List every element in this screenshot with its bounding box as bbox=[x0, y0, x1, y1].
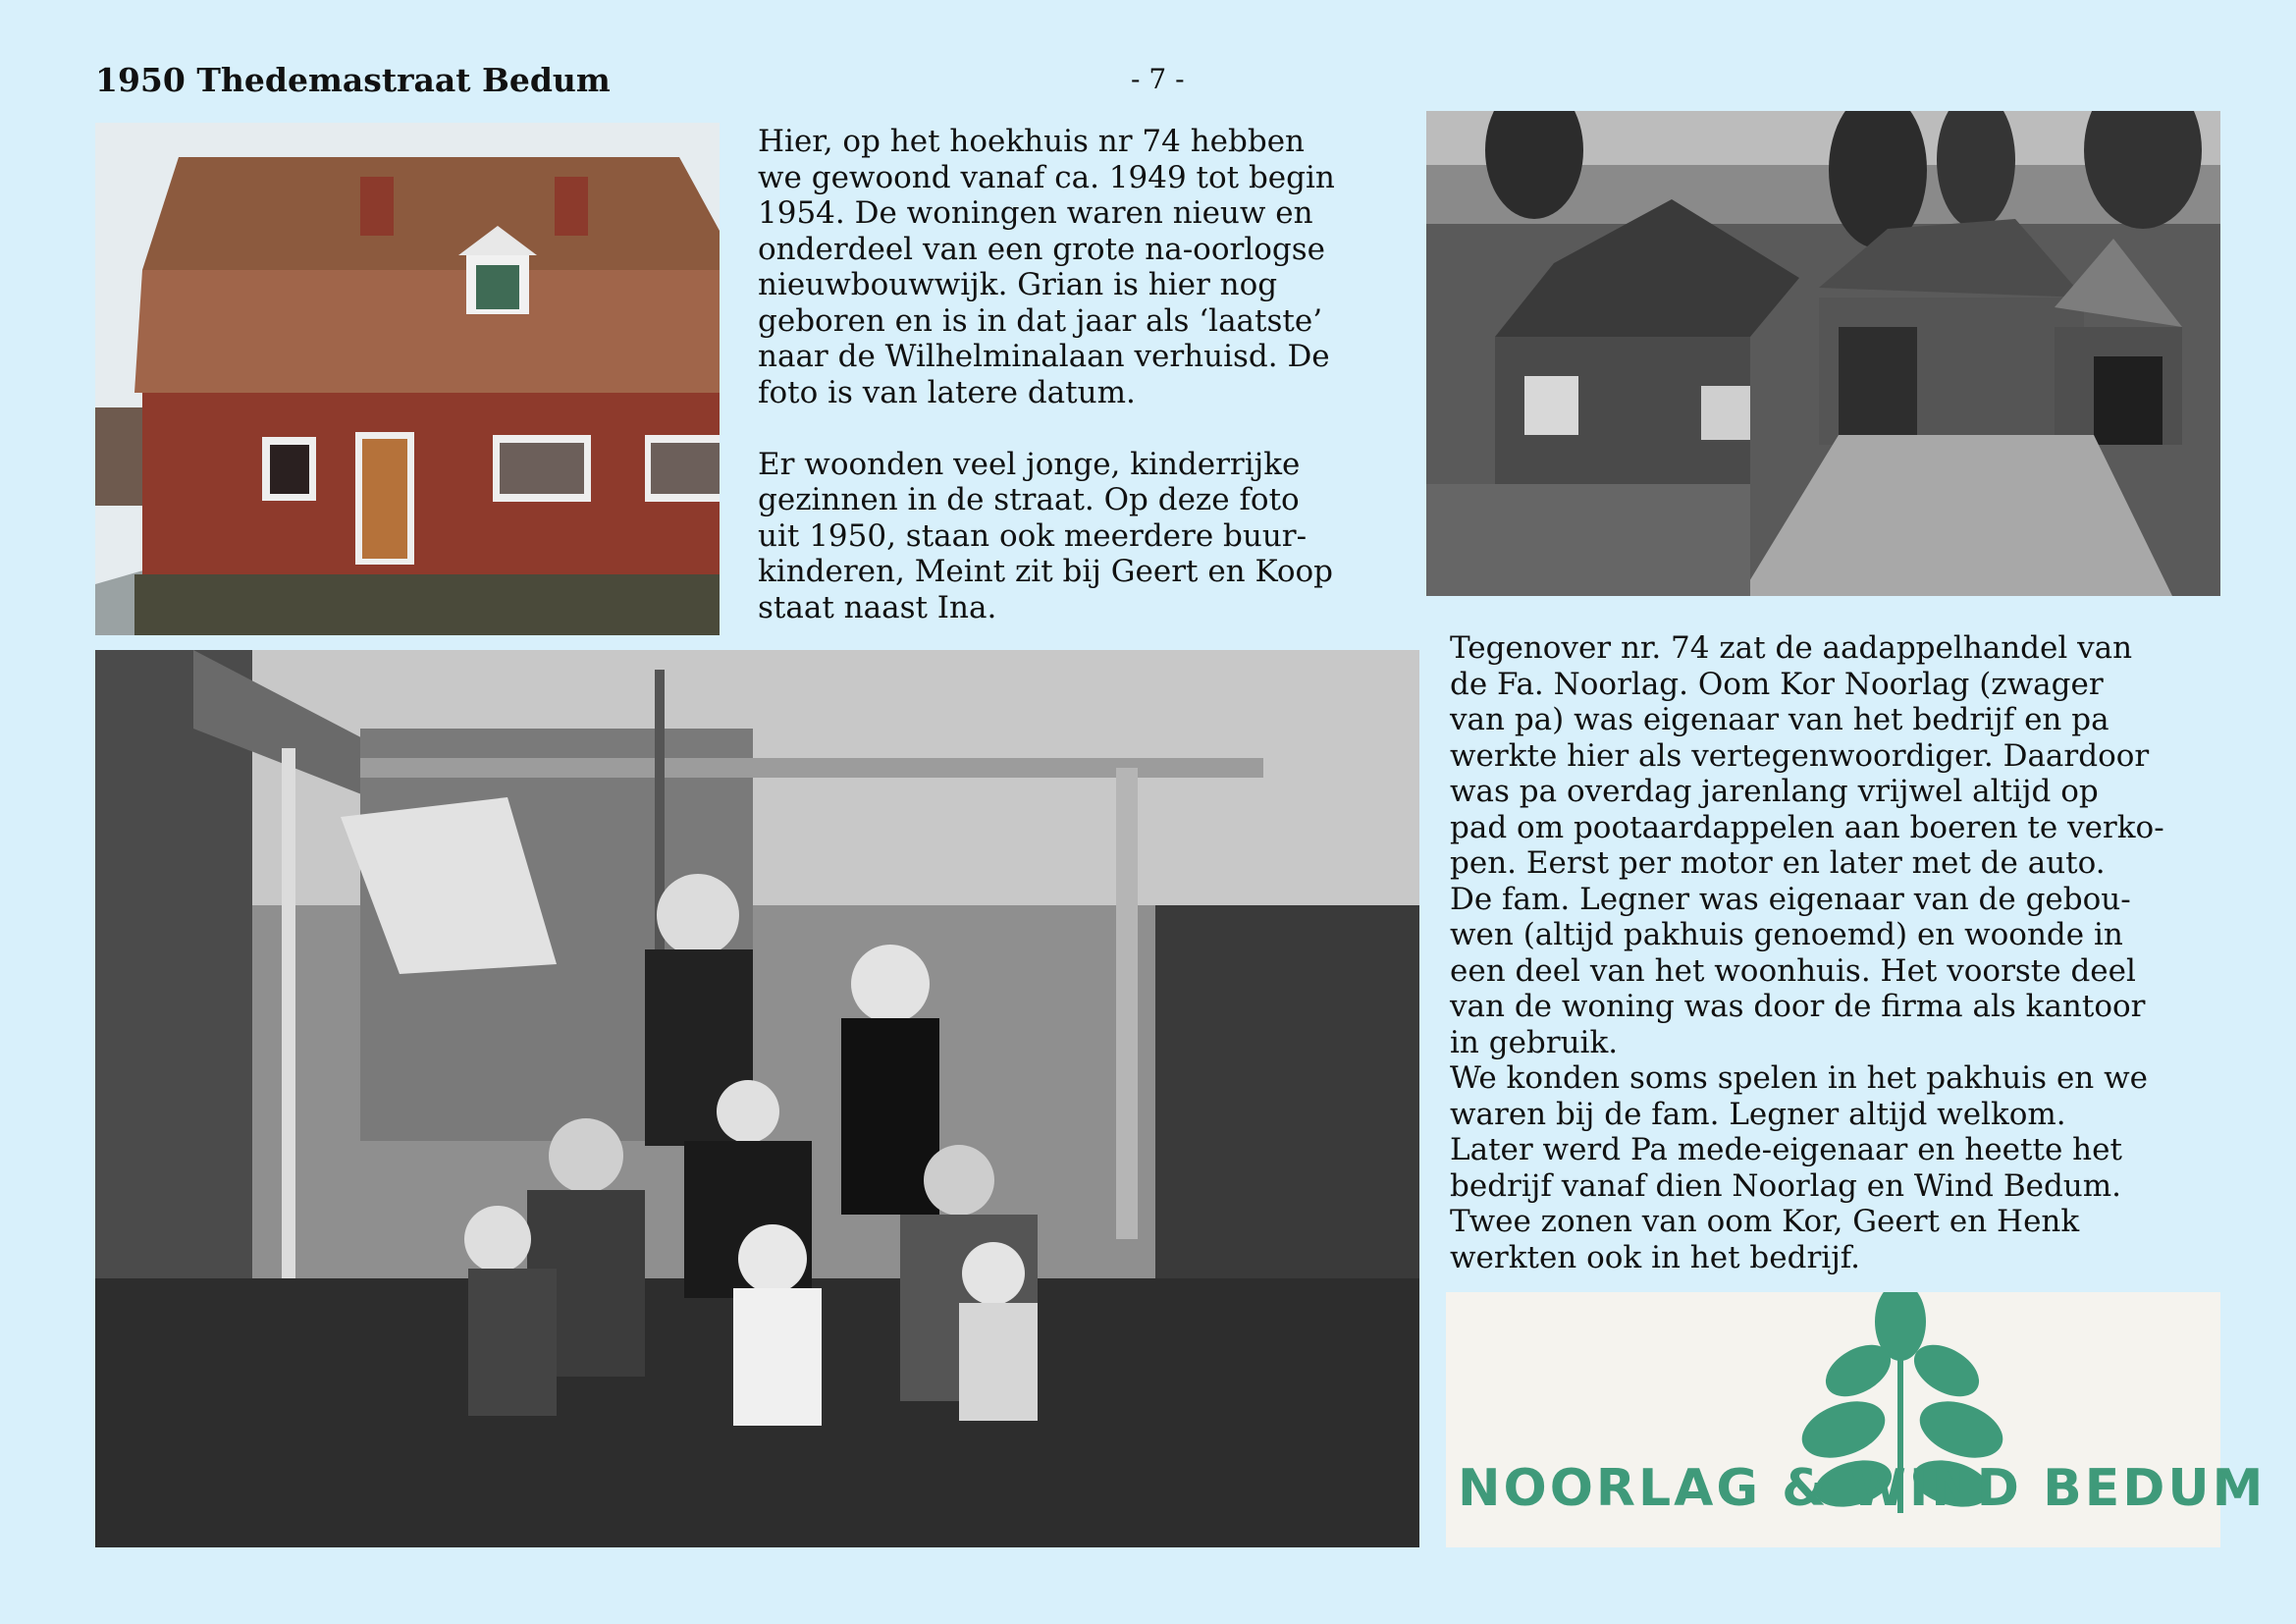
logo-text: NOORLAG & WIND BEDUM bbox=[1458, 1459, 2267, 1518]
company-text: Tegenover nr. 74 zat de aadappelhandel van de Fa. Noorlag. Oom Kor Noorlag (zwager van pa) was eigenaar van het bedrijf en pa werkte hier als vertegenwoordiger. Daardoor was pa overdag jarenlang vrijwel altijd op pad om pootaardappelen aan boeren te verko- pen. Eerst per motor en later met de auto. De fam. Legner was eigenaar van de gebou- wen (altijd pakhuis genoemd) en woonde in een deel van het woonhuis. Het voorste deel van de woning was door de firma als kantoor in gebruik. We konden soms spelen in het pakhuis en we waren bij de fam. Legner altijd welkom. Later werd Pa mede-eigenaar en heette het bedrijf vanaf dien Noorlag en Wind Bedum. Twee zonen van oom Kor, Geert en Henk werkten ook in het bedrijf. bbox=[1450, 630, 2164, 1275]
company-logo bbox=[1446, 1292, 2267, 1547]
page-title: 1950 Thedemastraat Bedum bbox=[95, 61, 611, 99]
farmhouse-photo bbox=[1426, 111, 2220, 596]
children-photo bbox=[95, 650, 1419, 1547]
intro-text: Hier, op het hoekhuis nr 74 hebben we gewoond vanaf ca. 1949 tot begin 1954. De woningen waren nieuw en onderdeel van een grote na-oorlogse nieuwbouwwijk. Grian is hier nog geboren en is in dat jaar als ‘laatste’ naar de Wilhelminalaan verhuisd. De foto is van latere datum. Er woonden veel jonge, kinderrijke gezinnen in de straat. Op deze foto uit 1950, staan ook meerdere buur- kinderen, Meint zit bij Geert en Koop staat naast Ina. bbox=[758, 124, 1335, 625]
page-number: - 7 - bbox=[1131, 63, 1185, 95]
house-photo bbox=[95, 123, 720, 635]
